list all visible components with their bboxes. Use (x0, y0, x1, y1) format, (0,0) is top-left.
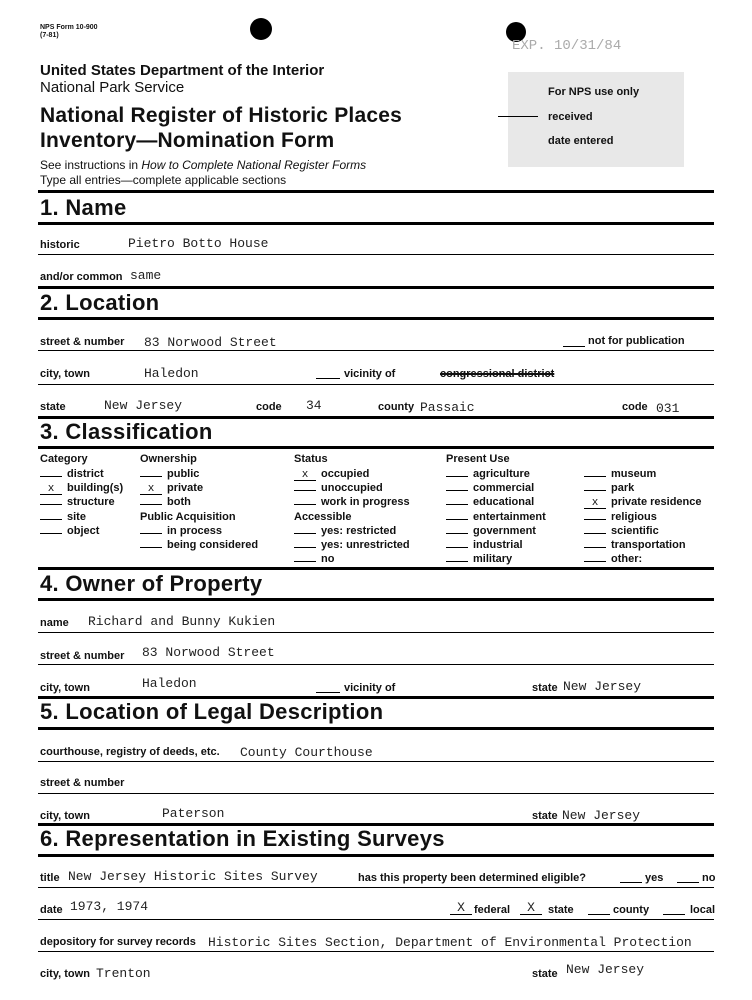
col-present-use: Present Use (446, 453, 510, 465)
section-2-heading: 2. Location (40, 290, 160, 315)
owner-state-value: New Jersey (563, 679, 642, 694)
state-level-label: state (548, 904, 574, 916)
category-list (40, 467, 123, 538)
col-public-acquisition: Public Acquisition (140, 510, 236, 523)
eligible-yes: yes (645, 872, 664, 884)
legal-city-value: Paterson (162, 806, 225, 821)
checkbox-row[interactable]: in process (140, 524, 258, 538)
checkbox-row[interactable]: x occupied (294, 467, 410, 481)
status-list (294, 467, 410, 566)
checkbox-row[interactable]: district (40, 467, 123, 481)
legal-state-label: state (532, 810, 558, 822)
checkbox-row[interactable]: religious (584, 510, 702, 524)
survey-state-label: state (532, 968, 558, 980)
checkbox-row[interactable]: government (446, 524, 546, 538)
expiration-stamp: EXP. 10/31/84 (512, 38, 622, 54)
legal-street-label: street & number (40, 777, 125, 789)
form-title-2: Inventory—Nomination Form (40, 129, 335, 152)
section-rule (38, 190, 714, 193)
congressional-district: congressional district (440, 368, 555, 380)
street-value: 83 Norwood Street (144, 335, 277, 350)
historic-value: Pietro Botto House (128, 236, 269, 251)
section-5-heading: 5. Location of Legal Description (40, 699, 384, 724)
courthouse-label: courthouse, registry of deeds, etc. (40, 746, 220, 758)
checkbox-row[interactable]: entertainment (446, 510, 546, 524)
checkbox-row[interactable]: structure (40, 495, 123, 509)
survey-state-value: New Jersey (566, 962, 645, 977)
local-level-label: local (690, 904, 716, 916)
instructions: See instructions in How to Complete National Register Forms (40, 158, 367, 172)
local-blank[interactable] (663, 914, 685, 915)
checkbox-row[interactable]: commercial (446, 481, 546, 495)
survey-date-value: 1973, 1974 (70, 899, 149, 914)
checkbox-row[interactable]: educational (446, 495, 546, 509)
department: United States Department of the Interior (40, 62, 325, 79)
city-label: city, town (40, 368, 90, 380)
owner-name-value: Richard and Bunny Kukien (88, 614, 276, 629)
street-label: street & number (40, 336, 125, 348)
col-category: Category (40, 453, 88, 465)
ownership-list (140, 467, 258, 552)
service: National Park Service (40, 79, 185, 96)
checkbox-row[interactable]: being considered (140, 538, 258, 552)
checkbox-row[interactable]: x private (140, 481, 258, 495)
code2-label: code (622, 401, 648, 413)
legal-city-label: city, town (40, 810, 90, 822)
owner-street-value: 83 Norwood Street (142, 645, 275, 660)
eligible-no: no (702, 872, 716, 884)
checkbox-row[interactable]: military (446, 552, 546, 566)
owner-state-label: state (532, 682, 558, 694)
checkbox-row[interactable]: agriculture (446, 467, 546, 481)
state-mark[interactable]: X (520, 901, 542, 915)
state-value: New Jersey (104, 398, 183, 413)
survey-title-label: title (40, 872, 60, 884)
checkbox-row[interactable]: both (140, 495, 258, 509)
survey-title-value: New Jersey Historic Sites Survey (68, 869, 318, 884)
nps-date-entered: date entered (548, 135, 614, 147)
nps-use-title: For NPS use only (548, 86, 640, 98)
checkbox-row[interactable]: site (40, 510, 123, 524)
code-label: code (256, 401, 282, 413)
owner-name-label: name (40, 617, 69, 629)
not-for-publication: not for publication (588, 335, 685, 347)
checkbox-row[interactable]: transportation (584, 538, 702, 552)
checkbox-row[interactable]: industrial (446, 538, 546, 552)
county-level-label: county (613, 904, 650, 916)
survey-city-value: Trenton (96, 966, 151, 981)
county-value: Passaic (420, 400, 475, 415)
county-blank[interactable] (588, 914, 610, 915)
owner-city-label: city, town (40, 682, 90, 694)
eligible-no-blank[interactable] (677, 882, 699, 883)
checkbox-row[interactable]: x private residence (584, 495, 702, 509)
depository-value: Historic Sites Section, Department of Environmental Protection (208, 935, 692, 950)
checkbox-row[interactable]: object (40, 524, 123, 538)
checkbox-row[interactable]: museum (584, 467, 702, 481)
checkbox-row[interactable]: yes: restricted (294, 524, 410, 538)
historic-label: historic (40, 239, 80, 251)
col-ownership: Ownership (140, 453, 197, 465)
courthouse-value: County Courthouse (240, 745, 373, 760)
code2-value: 031 (656, 401, 680, 416)
survey-city-label: city, town (40, 968, 90, 980)
checkbox-row[interactable]: other: (584, 552, 702, 566)
section-3-heading: 3. Classification (40, 419, 213, 444)
checkbox-row[interactable]: x building(s) (40, 481, 123, 495)
checkbox-row[interactable]: yes: unrestricted (294, 538, 410, 552)
instructions-2: Type all entries—complete applicable sections (40, 173, 287, 187)
common-value: same (130, 268, 162, 283)
common-label: and/or common (40, 271, 123, 283)
checkbox-row[interactable]: public (140, 467, 258, 481)
owner-city-value: Haledon (142, 676, 197, 691)
checkbox-row[interactable]: unoccupied (294, 481, 410, 495)
vicinity-label: vicinity of (344, 368, 396, 380)
checkbox-row[interactable]: park (584, 481, 702, 495)
form-title-1: National Register of Historic Places (40, 104, 402, 127)
eligible-yes-blank[interactable] (620, 882, 642, 883)
section-4-heading: 4. Owner of Property (40, 571, 263, 596)
state-label: state (40, 401, 66, 413)
section-1-heading: 1. Name (40, 195, 127, 220)
present-use-list-2 (584, 467, 702, 566)
form-edition: (7-81) (40, 32, 59, 39)
col-status: Status (294, 453, 328, 465)
present-use-list-1 (446, 467, 546, 566)
code-value: 34 (306, 398, 322, 413)
federal-label: federal (474, 904, 511, 916)
federal-mark[interactable]: X (450, 901, 472, 915)
depository-label: depository for survey records (40, 936, 196, 948)
nps-received: received (548, 111, 593, 123)
checkbox-row[interactable]: work in progress (294, 495, 410, 509)
form-number: NPS Form 10-900 (40, 24, 98, 31)
eligible-question: has this property been determined eligible? (358, 872, 586, 884)
owner-street-label: street & number (40, 650, 125, 662)
punch-hole (250, 18, 272, 40)
col-accessible: Accessible (294, 510, 352, 523)
legal-state-value: New Jersey (562, 808, 641, 823)
county-label: county (378, 401, 415, 413)
survey-date-label: date (40, 904, 63, 916)
owner-vicinity-label: vicinity of (344, 682, 396, 694)
checkbox-row[interactable]: no (294, 552, 410, 566)
city-value: Haledon (144, 366, 199, 381)
checkbox-row[interactable]: scientific (584, 524, 702, 538)
section-6-heading: 6. Representation in Existing Surveys (40, 826, 445, 851)
